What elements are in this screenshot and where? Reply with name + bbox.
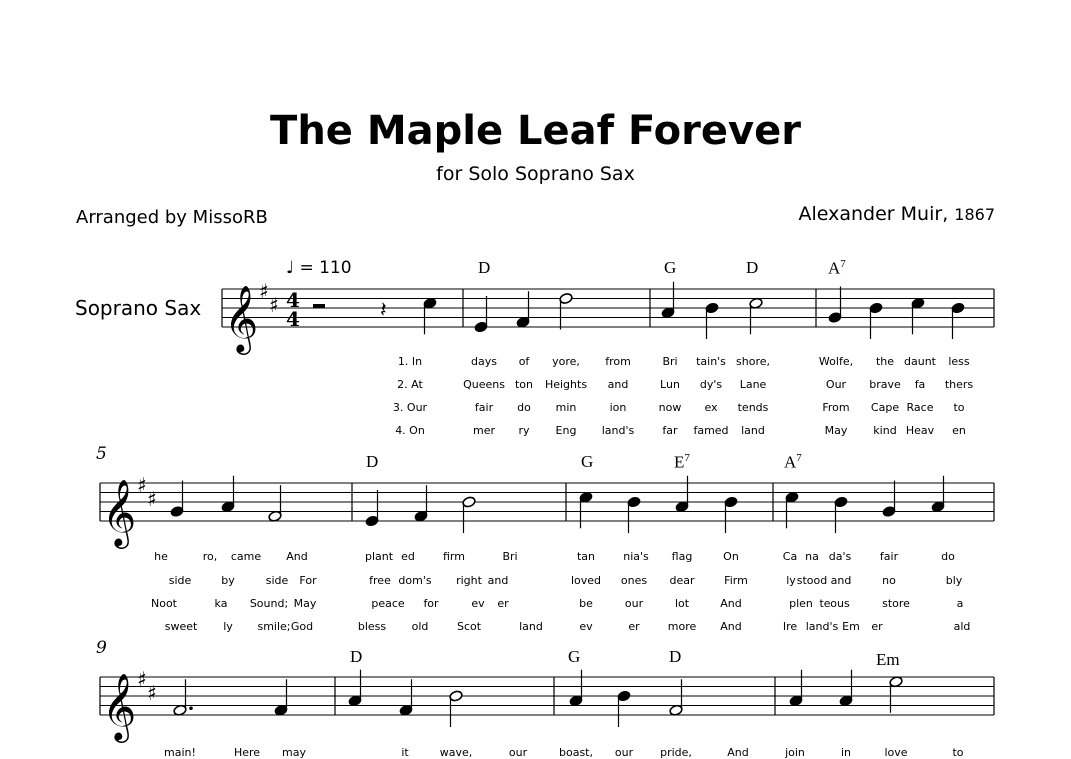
composer-name: Alexander Muir, [798, 203, 949, 225]
lyric-syllable: er [497, 597, 509, 610]
lyric-syllable: sweet [164, 620, 198, 633]
lyric-syllable: by [221, 574, 235, 587]
lyric-syllable: peace [371, 597, 405, 610]
lyric-syllable: 1. In [397, 355, 423, 368]
lyric-syllable: On [723, 550, 739, 563]
lyric-syllable: ald [953, 620, 971, 633]
measure-number: 5 [96, 444, 107, 464]
chord-symbol: D [669, 647, 682, 666]
treble-clef-icon: 𝄞 [102, 478, 137, 546]
quarter-rest: 𝄽 [380, 298, 387, 323]
sharp-icon: ♯ [259, 279, 269, 303]
treble-clef-icon: 𝄞 [224, 284, 259, 352]
lyric-syllable: tan [576, 550, 596, 563]
subtitle: for Solo Soprano Sax [436, 163, 635, 185]
lyric-syllable: nia's [623, 550, 649, 563]
lyric-syllable: Heights [544, 378, 588, 391]
lyric-syllable: less [948, 355, 970, 368]
lyric-syllable: wave, [439, 746, 473, 759]
lyric-syllable: stood [796, 574, 828, 587]
lyric-syllable: smile; [257, 620, 291, 633]
lyric-syllable: shore, [736, 355, 770, 368]
lyric-syllable: land [519, 620, 543, 633]
lyric-syllable: en [952, 424, 966, 437]
lyric-syllable: plen [789, 597, 813, 610]
lyric-syllable: land [741, 424, 765, 437]
lyric-syllable: er [871, 620, 883, 633]
instrument-name: Soprano Sax [75, 296, 202, 320]
lyric-syllable: ly [786, 574, 796, 587]
lyric-syllable: Em [842, 620, 860, 633]
lyric-syllable: Cape [870, 401, 900, 414]
lyric-syllable: from [605, 355, 631, 368]
lyric-syllable: and [487, 574, 509, 587]
lyric-syllable: our [624, 597, 644, 610]
lyric-syllable: mer [472, 424, 496, 437]
lyric-syllable: And [286, 550, 308, 563]
lyric-syllable: God [290, 620, 314, 633]
lyric-syllable: tain's [696, 355, 726, 368]
chord-symbol: $E^7$ [674, 452, 690, 472]
lyric-syllable: to [952, 746, 964, 759]
lyric-syllable: our [614, 746, 634, 759]
lyric-syllable: ry [518, 424, 530, 437]
lyric-syllable: free [369, 574, 391, 587]
lyric-syllable: Heav [905, 424, 935, 437]
lyric-syllable: ka [214, 597, 228, 610]
dot [189, 706, 193, 710]
lyric-syllable: ones [620, 574, 648, 587]
lyric-syllable: and [830, 574, 852, 587]
page-title: The Maple Leaf Forever [270, 108, 801, 154]
lyric-syllable: do [941, 550, 955, 563]
chord-symbol: D [350, 647, 363, 666]
lyric-syllable: no [882, 574, 896, 587]
lyric-syllable: ex [704, 401, 718, 414]
lyric-syllable: for [423, 597, 439, 610]
lyric-syllable: Ire [782, 620, 798, 633]
lyric-syllable: Queens [463, 378, 505, 391]
lyric-syllable: fa [914, 378, 926, 391]
lyric-syllable: more [667, 620, 697, 633]
lyric-syllable: firm [443, 550, 465, 563]
treble-clef-icon: 𝄞 [102, 672, 137, 740]
lyric-syllable: And [720, 620, 742, 633]
lyric-syllable: thers [944, 378, 974, 391]
chord-symbol: G [664, 258, 677, 277]
lyric-syllable: Firm [724, 574, 748, 587]
lyric-syllable: And [727, 746, 749, 759]
lyric-syllable: Ca [782, 550, 798, 563]
lyric-syllable: ion [609, 401, 627, 414]
lyric-syllable: dom's [398, 574, 432, 587]
lyric-syllable: store [882, 597, 910, 610]
lyric-syllable: And [720, 597, 742, 610]
measure-number: 9 [96, 638, 107, 658]
lyric-syllable: of [518, 355, 530, 368]
lyric-syllable: now [658, 401, 682, 414]
chord-symbol: Em [876, 650, 900, 669]
lyric-syllable: ev [471, 597, 485, 610]
chord-symbol: $A^7$ [828, 258, 846, 278]
lyric-syllable: ton [514, 378, 534, 391]
lyric-syllable: love [884, 746, 908, 759]
chord-symbol: D [746, 258, 759, 277]
chord-symbol: $A^7$ [784, 452, 802, 472]
composer-year: 1867 [954, 205, 995, 224]
lyric-syllable: Bri [502, 550, 518, 563]
lyric-syllable: bly [945, 574, 963, 587]
lyric-syllable: min [555, 401, 577, 414]
lyric-syllable: Lane [739, 378, 767, 391]
lyric-syllable: be [579, 597, 593, 610]
lyric-syllable: tends [737, 401, 769, 414]
lyric-syllable: to [953, 401, 965, 414]
chord-symbol: D [478, 258, 491, 277]
lyric-syllable: May [824, 424, 848, 437]
lyric-syllable: flag [671, 550, 693, 563]
lyric-syllable: ro, [202, 550, 218, 563]
lyric-syllable: join [785, 746, 805, 759]
tempo-value: = 110 [299, 258, 352, 278]
lyric-syllable: far [662, 424, 678, 437]
lyric-syllable: er [628, 620, 640, 633]
lyric-syllable: it [401, 746, 409, 759]
lyric-syllable: lot [674, 597, 690, 610]
lyric-syllable: old [411, 620, 429, 633]
lyric-syllable: For [299, 574, 317, 587]
lyric-syllable: land's [805, 620, 839, 633]
lyric-syllable: loved [570, 574, 602, 587]
lyric-syllable: main! [164, 746, 196, 759]
lyric-syllable: yore, [552, 355, 580, 368]
lyric-syllable: in [840, 746, 852, 759]
lyric-syllable: plant [364, 550, 394, 563]
chord-symbol: G [581, 452, 594, 471]
lyric-syllable: fair [879, 550, 899, 563]
quarter-note-icon: ♩ [286, 258, 295, 278]
lyric-syllable: Here [233, 746, 261, 759]
lyric-syllable: Lun [660, 378, 680, 391]
lyric-syllable: brave [869, 378, 901, 391]
lyric-syllable: right [456, 574, 482, 587]
time-signature-top: 4 [286, 288, 300, 312]
lyric-syllable: ous [830, 597, 850, 610]
sharp-icon: ♯ [137, 473, 147, 497]
lyric-syllable: land's [601, 424, 635, 437]
sharp-icon: ♯ [147, 681, 157, 705]
lyric-syllable: may [282, 746, 306, 759]
lyric-syllable: Sound; [249, 597, 289, 610]
lyric-syllable: ly [223, 620, 233, 633]
lyric-syllable: Wolfe, [818, 355, 854, 368]
lyric-syllable: 4. On [395, 424, 425, 437]
lyric-syllable: From [822, 401, 850, 414]
lyric-syllable: May [293, 597, 317, 610]
lyric-syllable: a [956, 597, 964, 610]
lyric-syllable: pride, [660, 746, 692, 759]
lyric-syllable: do [517, 401, 531, 414]
lyric-syllable: came [230, 550, 262, 563]
lyric-syllable: famed [693, 424, 729, 437]
lyric-syllable: Our [825, 378, 847, 391]
lyric-syllable: daunt [904, 355, 936, 368]
half-rest [313, 304, 325, 308]
sharp-icon: ♯ [269, 293, 279, 317]
lyric-syllable: 3. Our [392, 401, 428, 414]
lyric-syllable: fair [474, 401, 494, 414]
lyric-syllable: side [168, 574, 192, 587]
lyric-syllable: Eng [555, 424, 577, 437]
lyric-syllable: ed [401, 550, 415, 563]
sharp-icon: ♯ [137, 667, 147, 691]
lyric-syllable: Race [906, 401, 934, 414]
lyric-syllable: 2. At [397, 378, 423, 391]
lyric-syllable: the [875, 355, 895, 368]
lyric-syllable: dear [669, 574, 695, 587]
chord-symbol: G [568, 647, 581, 666]
time-signature-bottom: 4 [286, 307, 300, 331]
lyric-syllable: days [471, 355, 497, 368]
lyric-syllable: and [607, 378, 629, 391]
lyric-syllable: ev [579, 620, 593, 633]
lyric-syllable: our [508, 746, 528, 759]
lyric-syllable: bless [357, 620, 387, 633]
lyric-syllable: boast, [559, 746, 593, 759]
lyric-syllable: kind [873, 424, 897, 437]
lyric-syllable: dy's [699, 378, 723, 391]
lyric-syllable: he [154, 550, 168, 563]
lyric-syllable: Scot [456, 620, 482, 633]
lyric-syllable: te [819, 597, 831, 610]
lyric-syllable: side [265, 574, 289, 587]
lyric-syllable: da's [828, 550, 852, 563]
lyric-syllable: Bri [662, 355, 678, 368]
lyric-syllable: Noot [150, 597, 178, 610]
lyric-syllable: na [805, 550, 819, 563]
arranger-credit: Arranged by MissoRB [76, 207, 268, 228]
chord-symbol: D [366, 452, 379, 471]
sharp-icon: ♯ [147, 487, 157, 511]
